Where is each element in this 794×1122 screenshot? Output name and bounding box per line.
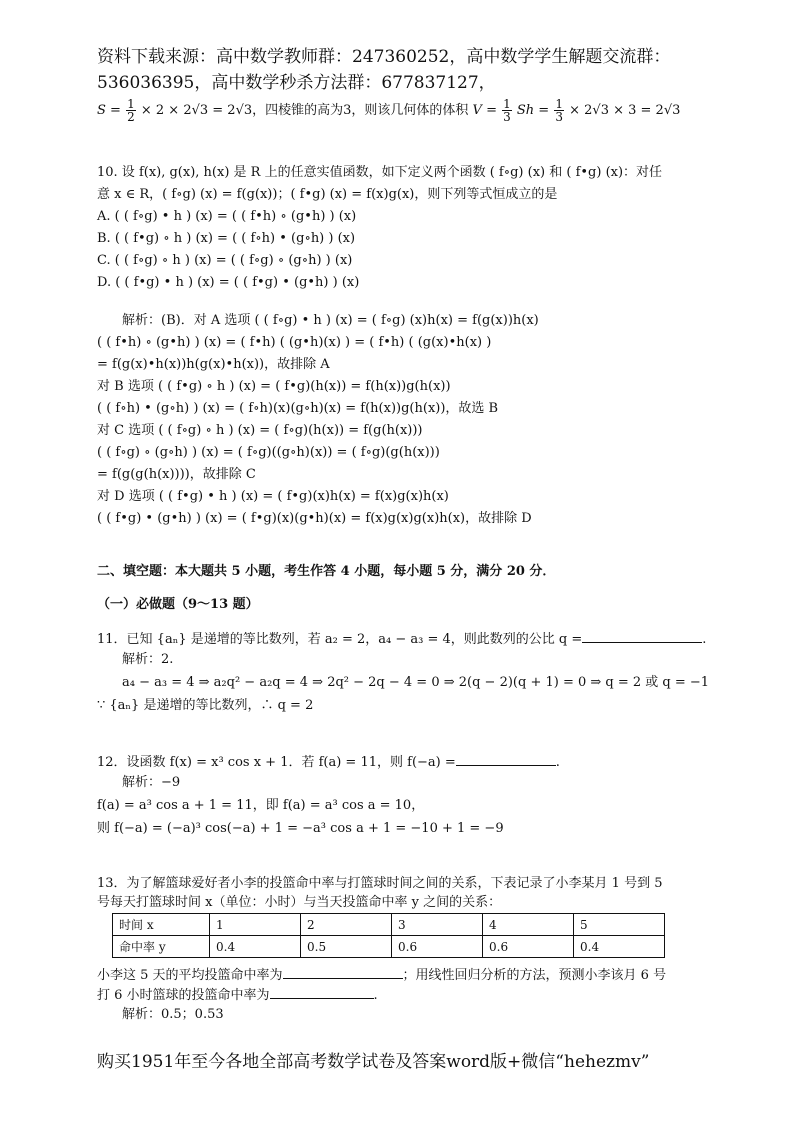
- section-title: 二、填空题：本大题共 5 小题，考生作答 4 小题，每小题 5 分，满分 20 分．: [97, 564, 556, 579]
- section-subtitle: （一）必做题（9～13 题）: [97, 597, 259, 612]
- q10-option-d: D. ( ( f•g) • h ) (x) = ( ( f•g) • (g•h) ) (x): [97, 275, 360, 290]
- q13-question-2: 打 6 小时篮球的投篮命中率为 .: [97, 988, 378, 1003]
- q12-answer-blank: [456, 753, 556, 766]
- fraction-third-2: $\frac{1}{3}$: [555, 97, 563, 124]
- table-cell: 1: [210, 914, 301, 936]
- purchase-footer: 购买1951年至今各地全部高考数学试卷及答案word版+微信“hehezmv”: [97, 1052, 650, 1072]
- q13-answer-blank-2: [270, 986, 374, 999]
- q13-answer-blank-1: [283, 966, 403, 979]
- fraction-half: $\frac{1}{2}$: [127, 97, 135, 124]
- volume-lhs: V =: [472, 103, 497, 118]
- q10-solution-2: ( ( f•h) ∘ (g•h) ) (x) = ( f•h) ( (g•h)(x) ) = ( f•h) ( (g(x)•h(x) ): [97, 335, 492, 350]
- q10-stem-1: 10. 设 f(x), g(x), h(x) 是 R 上的任意实值函数，如下定义两个函数 ( f∘g) (x) 和 ( f•g) (x)：对任: [97, 165, 663, 180]
- table-header-rate: 命中率 y: [113, 936, 210, 958]
- table-cell: 4: [483, 914, 574, 936]
- q13-stem-2: 号每天打篮球时间 x（单位：小时）与当天投篮命中率 y 之间的关系：: [97, 895, 502, 910]
- q10-solution-7: ( ( f∘g) ∘ (g∘h) ) (x) = ( f∘g)((g∘h)(x)) = ( f∘g)(g(h(x))): [97, 445, 440, 460]
- header-line-2: 536036395，高中数学秒杀方法群：677837127，: [97, 73, 496, 93]
- q10-solution-3: = f(g(x)•h(x))h(g(x)•h(x))，故排除 A: [97, 357, 330, 372]
- fraction-third: $\frac{1}{3}$: [503, 97, 511, 124]
- q10-solution-1: 解析：(B)．对 A 选项 ( ( f∘g) • h ) (x) = ( f∘g) (x)h(x) = f(g(x))h(x): [122, 313, 539, 328]
- q12-solution-2: 则 f(−a) = (−a)³ cos(−a) + 1 = −a³ cos a + 1 = −10 + 1 = −9: [97, 821, 504, 836]
- q11-stem: 11．已知 {aₙ} 是递增的等比数列，若 a₂ = 2，a₄ − a₃ = 4，则此数列的公比 q = .: [97, 632, 707, 647]
- volume-rest: × 2√3 × 3 = 2√3: [569, 103, 681, 118]
- table-cell: 2: [301, 914, 392, 936]
- table-cell: 3: [392, 914, 483, 936]
- table-row: [113, 914, 665, 936]
- q10-solution-5: ( ( f∘h) • (g∘h) ) (x) = ( f∘h)(x)(g∘h)(x) = f(h(x))g(h(x))，故选 B: [97, 401, 499, 416]
- q12-stem: 12．设函数 f(x) = x³ cos x + 1．若 f(a) = 11，则 f(−a) = .: [97, 755, 560, 770]
- q10-solution-4: 对 B 选项 ( ( f•g) ∘ h ) (x) = ( f•g)(h(x)) = f(h(x))g(h(x)): [97, 379, 451, 394]
- q13-question-1: 小李这 5 天的平均投篮命中率为 ；用线性回归分析的方法，预测小李该月 6 号: [97, 968, 667, 983]
- volume-formula-line: [97, 98, 680, 123]
- area-rest: × 2 × 2√3 = 2√3: [140, 103, 253, 118]
- source-header: [97, 44, 717, 96]
- q10-option-a: A. ( ( f∘g) • h ) (x) = ( ( f•h) ∘ (g•h) ) (x): [97, 209, 357, 224]
- q10-stem-2: 意 x ∈ R，( f∘g) (x) = f(g(x))；( f•g) (x) = f(x)g(x)，则下列等式恒成立的是: [97, 187, 558, 202]
- q10-solution-6: 对 C 选项 ( ( f∘g) ∘ h ) (x) = ( f∘g)(h(x)) = f(g(h(x))): [97, 423, 423, 438]
- table-cell: 0.6: [483, 936, 574, 958]
- table-header-time: 时间 x: [113, 914, 210, 936]
- area-lhs: S =: [97, 103, 121, 118]
- table-row: [113, 936, 665, 958]
- volume-sh: Sh =: [516, 103, 550, 118]
- table-cell: 0.4: [210, 936, 301, 958]
- q12-solution-1: f(a) = a³ cos a + 1 = 11，即 f(a) = a³ cos a = 10，: [97, 798, 425, 813]
- header-line-1: 资料下载来源：高中数学教师群：247360252，高中数学学生解题交流群：: [97, 47, 671, 67]
- q10-option-c: C. ( ( f∘g) ∘ h ) (x) = ( ( f∘g) ∘ (g∘h) ) (x): [97, 253, 353, 268]
- q13-stem-1: 13．为了解篮球爱好者小李的投篮命中率与打篮球时间之间的关系，下表记录了小李某月 1 号到 5: [97, 876, 663, 891]
- table-cell: 5: [574, 914, 665, 936]
- q10-solution-10: ( ( f•g) • (g•h) ) (x) = ( f•g)(x)(g•h)(x) = f(x)g(x)g(x)h(x)，故排除 D: [97, 511, 532, 526]
- table-cell: 0.6: [392, 936, 483, 958]
- q10-option-b: B. ( ( f•g) ∘ h ) (x) = ( ( f∘h) • (g∘h) ) (x): [97, 231, 356, 246]
- table-cell: 0.5: [301, 936, 392, 958]
- q10-solution-9: 对 D 选项 ( ( f•g) • h ) (x) = ( f•g)(x)h(x) = f(x)g(x)h(x): [97, 489, 449, 504]
- q11-answer-blank: [582, 630, 702, 643]
- q11-solution-2: ∵ {aₙ} 是递增的等比数列，∴ q = 2: [97, 698, 314, 713]
- q11-answer: 解析：2.: [122, 652, 174, 667]
- q13-answer: 解析：0.5；0.53: [122, 1007, 224, 1022]
- q12-answer: 解析：−9: [122, 775, 181, 790]
- table-cell: 0.4: [574, 936, 665, 958]
- height-text: ，四棱锥的高为3，则该几何体的体积: [252, 103, 469, 118]
- q10-solution-8: = f(g(g(h(x))))，故排除 C: [97, 467, 256, 482]
- data-table: [112, 913, 665, 958]
- q11-solution-1: a₄ − a₃ = 4 ⇒ a₂q² − a₂q = 4 ⇒ 2q² − 2q − 4 = 0 ⇒ 2(q − 2)(q + 1) = 0 ⇒ q = 2 或 q = −1: [122, 675, 710, 690]
